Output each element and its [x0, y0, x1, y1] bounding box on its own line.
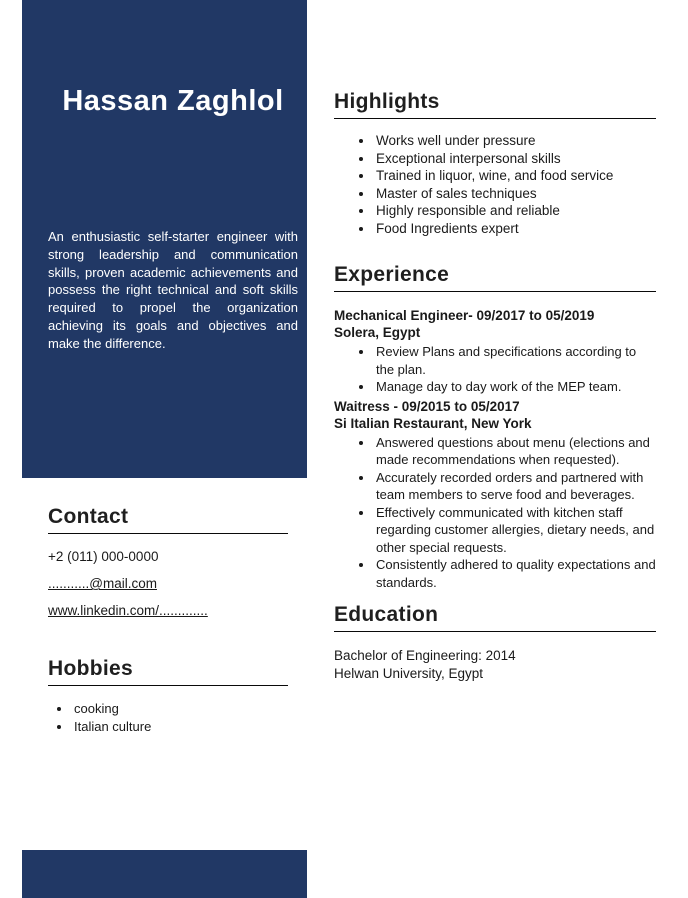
job-duty-item: • Consistently adhered to quality expectations and standards.: [374, 556, 656, 591]
highlight-item: • Trained in liquor, wine, and food service: [374, 167, 656, 185]
hobbies-heading: Hobbies: [48, 657, 288, 686]
highlight-item: • Exceptional interpersonal skills: [374, 150, 656, 168]
job-duty-item: • Accurately recorded orders and partnered with team members to serve food and beverages.: [374, 469, 656, 504]
job-duties-list: [334, 434, 656, 592]
school-line: Helwan University, Egypt: [334, 665, 484, 681]
education-section: [334, 603, 656, 682]
job-entry: [334, 398, 656, 592]
contact-list: [48, 549, 288, 619]
highlight-item: • Food Ingredients expert: [374, 220, 656, 238]
job-employer: Si Italian Restaurant, New York: [334, 415, 532, 431]
job-title: Mechanical Engineer- 09/2017 to 05/2019: [334, 308, 595, 324]
email-link[interactable]: ...........@mail.com: [48, 576, 157, 592]
phone-number: +2 (011) 000-0000: [48, 549, 159, 565]
job-duty-item: • Review Plans and specifications according to the plan.: [374, 343, 656, 378]
contact-heading: Contact: [48, 505, 288, 534]
hobby-item: • Italian culture: [72, 718, 288, 736]
hobbies-section: [48, 657, 288, 736]
linkedin-link[interactable]: www.linkedin.com/.............: [48, 603, 208, 619]
highlights-heading: Highlights: [334, 90, 656, 119]
job-title: Waitress - 09/2015 to 05/2017: [334, 398, 520, 414]
education-heading: Education: [334, 603, 656, 632]
profile-summary: An enthusiastic self-starter engineer with strong leadership and communication skills, proven academic achievements and possess the right technical and soft skills required to propel the organization achieving its goals and objectives and make the difference.: [48, 229, 298, 351]
education-details: [334, 647, 656, 682]
highlight-item: • Works well under pressure: [374, 132, 656, 150]
highlights-section: [334, 90, 656, 237]
job-duty-item: • Effectively communicated with kitchen staff regarding customer allergies, dietary needs, and other special requests.: [374, 504, 656, 557]
person-name: Hassan Zaghlol: [62, 85, 284, 117]
highlights-list: [334, 132, 656, 237]
hobbies-list: [48, 700, 288, 736]
contact-section: [48, 505, 288, 619]
highlight-item: • Highly responsible and reliable: [374, 202, 656, 220]
sidebar-panel: [22, 0, 307, 478]
bottom-accent-bar: [22, 850, 307, 898]
job-duty-item: • Manage day to day work of the MEP team.: [374, 378, 656, 396]
hobby-item: • cooking: [72, 700, 288, 718]
degree-line: Bachelor of Engineering: 2014: [334, 648, 516, 664]
experience-section: [334, 263, 656, 593]
job-entry: [334, 307, 656, 396]
job-duty-item: • Answered questions about menu (elections and made recommendations when requested).: [374, 434, 656, 469]
job-employer: Solera, Egypt: [334, 325, 421, 341]
highlight-item: • Master of sales techniques: [374, 185, 656, 203]
job-duties-list: [334, 343, 656, 396]
experience-heading: Experience: [334, 263, 656, 292]
